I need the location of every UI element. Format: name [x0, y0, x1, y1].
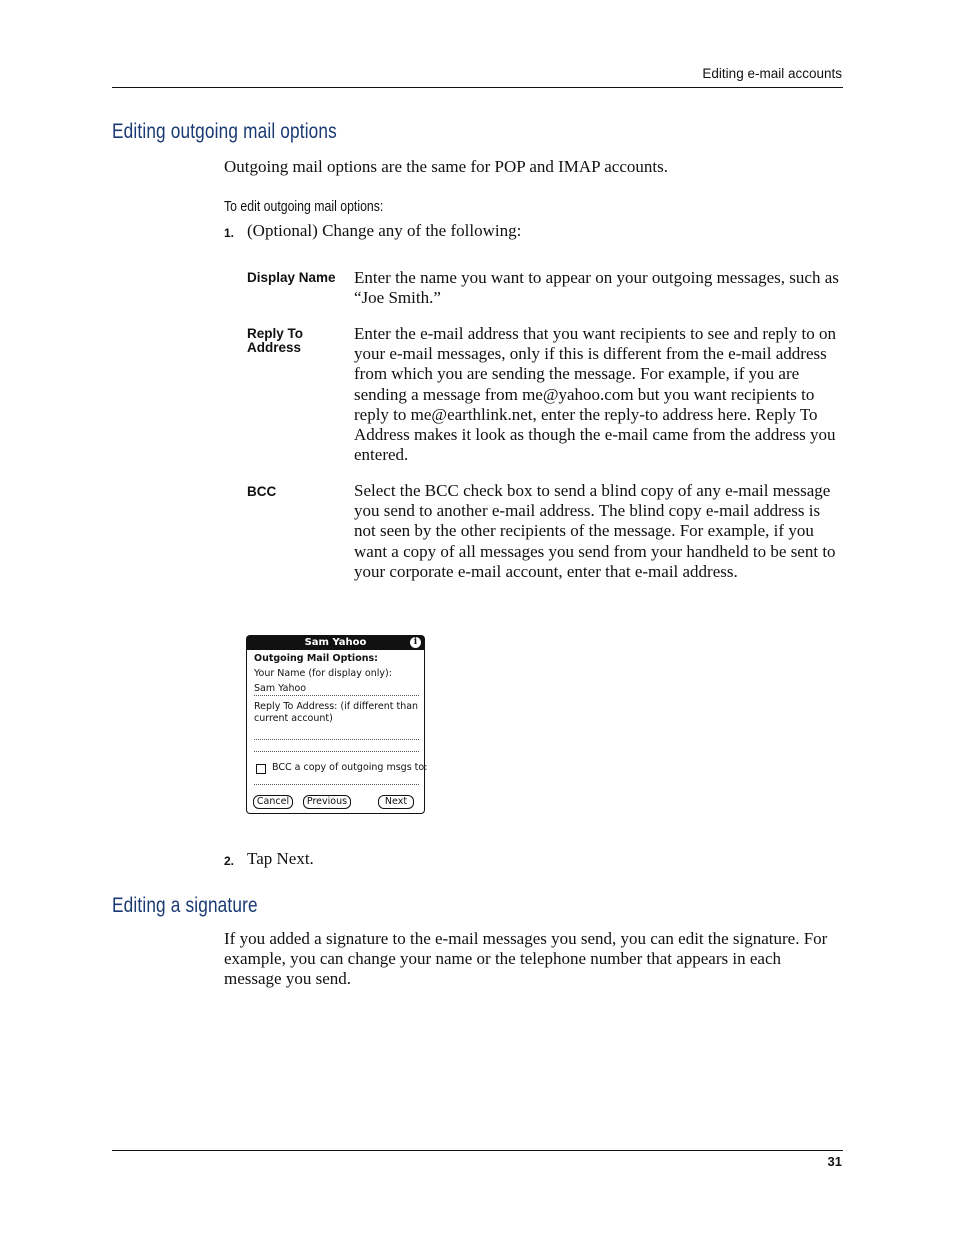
reply-label-line2: current account)	[254, 713, 333, 724]
palm-title: Sam Yahoo	[304, 637, 367, 648]
desc-reply-to-address: Enter the e-mail address that you want recipients to see and reply to on your e-mail messages, only if this is different from the e-mail address from which you are sending the message. For example, if you are sending a message from me@yahoo.com but you want recipients to reply to me@earthlink.net, enter the reply-to address here. Reply To Address makes it look as though the e-mail came from the address you entered.	[354, 324, 836, 465]
signature-paragraph: If you added a signature to the e-mail messages you send, you can edit the signature. For example, you can change your name or the telephone number that appears in each message you send.	[224, 929, 828, 989]
footer-rule	[112, 1150, 843, 1151]
info-icon[interactable]: i	[410, 637, 421, 648]
desc-display-name: Enter the name you want to appear on your outgoing messages, such as “Joe Smith.”	[354, 268, 839, 308]
procedure-heading: To edit outgoing mail options:	[224, 198, 384, 215]
step-text: Tap Next.	[247, 849, 314, 868]
running-head: Editing e-mail accounts	[702, 66, 842, 81]
term-bcc: BCC	[247, 484, 277, 499]
term-reply-to-address: Reply To Address	[247, 326, 304, 355]
name-label: Your Name (for display only):	[254, 668, 392, 679]
section-title-outgoing: Editing outgoing mail options	[112, 120, 337, 143]
term-display-name: Display Name	[247, 270, 336, 285]
header-rule	[112, 87, 843, 88]
palm-screenshot	[246, 635, 428, 814]
reply-field-line2[interactable]	[254, 751, 419, 752]
step-text: (Optional) Change any of the following:	[247, 221, 522, 240]
bcc-label: BCC a copy of outgoing msgs to:	[272, 762, 428, 773]
step-number: 1.	[224, 226, 235, 240]
reply-field-line1[interactable]	[254, 739, 419, 740]
page-number: 31	[827, 1154, 842, 1169]
bcc-field[interactable]	[254, 784, 419, 785]
step-number: 2.	[224, 854, 235, 868]
desc-bcc: Select the BCC check box to send a blind copy of any e-mail message you send to another e-mail address. The blind copy e-mail address is not seen by the other recipients of the message. For example, if you want a copy of all messages you send from your handheld to be sent to your corporate e-mail account, enter that e-mail address.	[354, 481, 836, 581]
previous-button[interactable]: Previous	[303, 795, 351, 809]
section-title-signature: Editing a signature	[112, 894, 258, 917]
name-field-underline	[254, 695, 419, 696]
bcc-checkbox[interactable]	[256, 764, 266, 774]
name-field[interactable]: Sam Yahoo	[254, 683, 307, 694]
palm-heading: Outgoing Mail Options:	[254, 653, 378, 664]
cancel-button[interactable]: Cancel	[253, 795, 293, 809]
intro-paragraph: Outgoing mail options are the same for POP and IMAP accounts.	[224, 157, 668, 176]
reply-label-line1: Reply To Address: (if different than	[254, 701, 419, 712]
next-button[interactable]: Next	[378, 795, 414, 809]
palm-title-bar	[247, 636, 424, 650]
